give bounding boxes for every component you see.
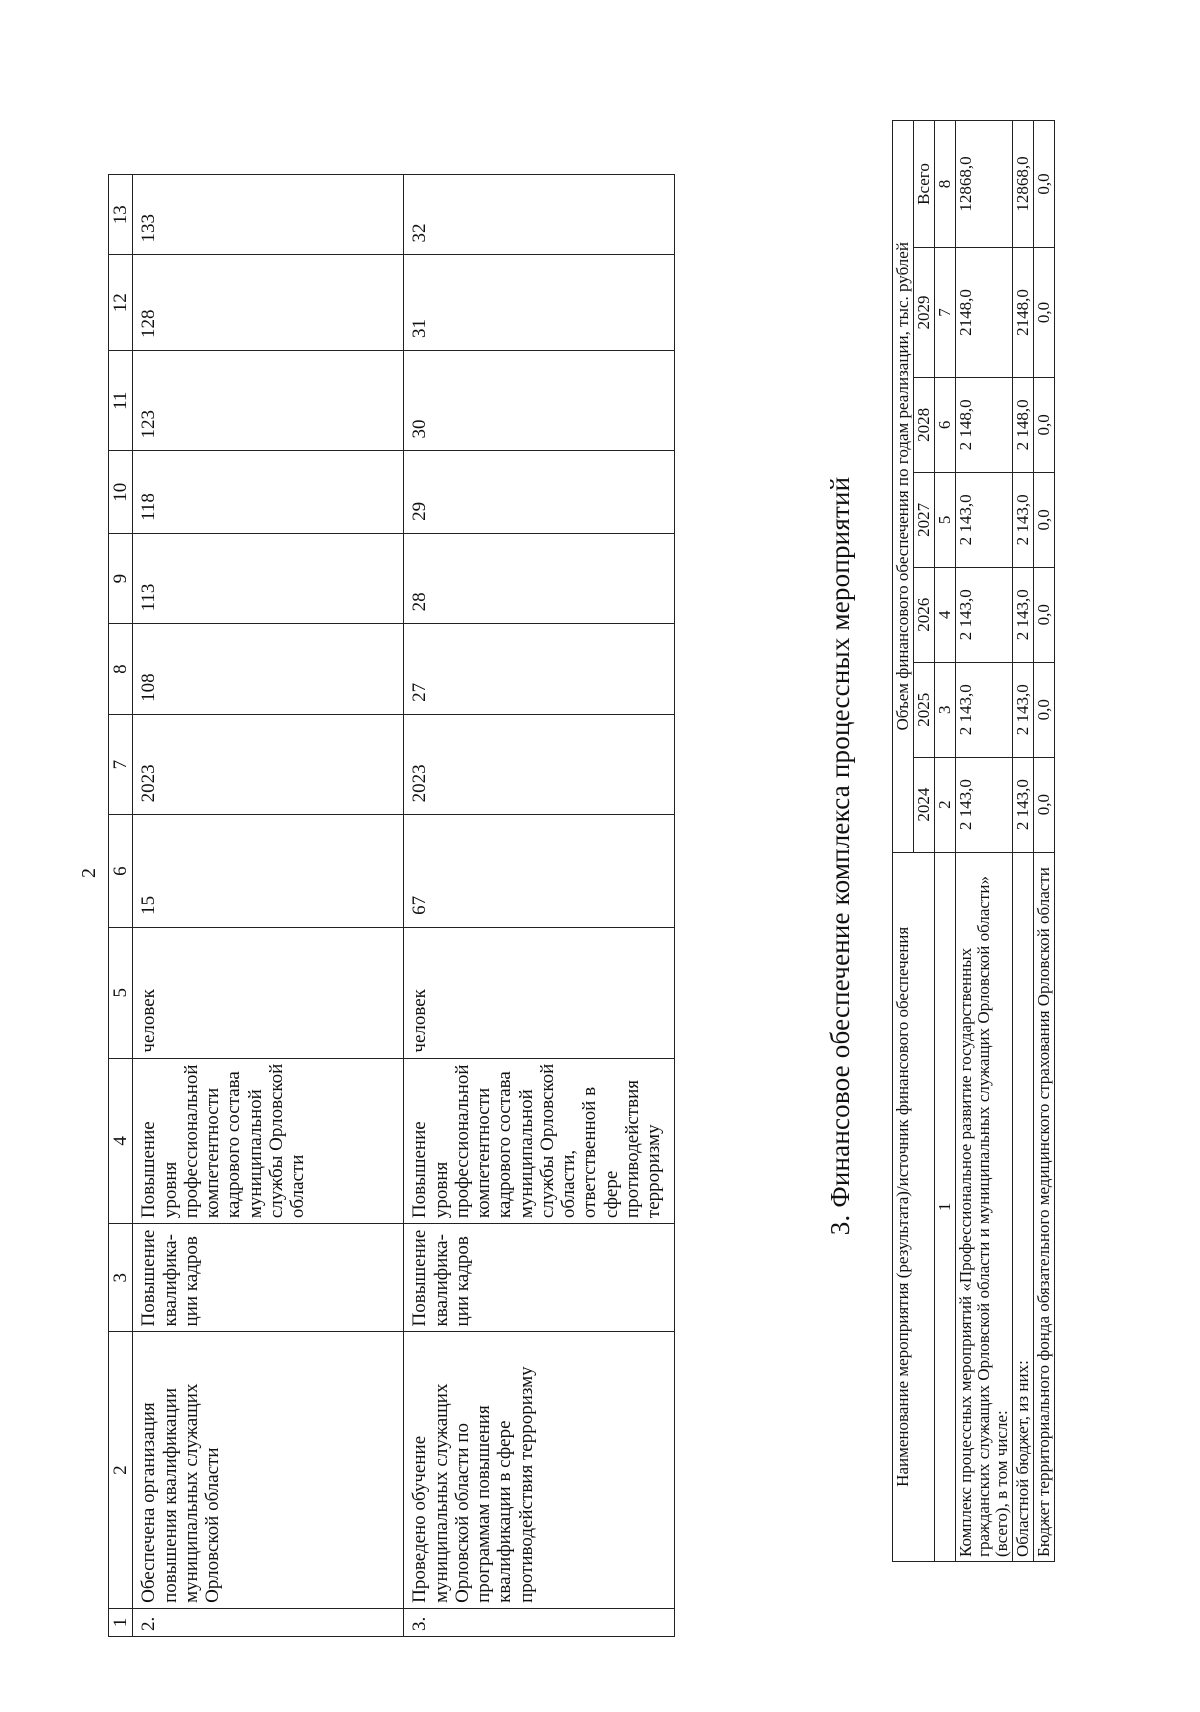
finance-value: 0,0 [1034,472,1055,567]
year-header: 2025 [914,662,935,757]
table-row [1013,121,1034,1562]
finance-total: 12868,0 [956,121,1013,248]
finance-value: 2148,0 [1013,248,1034,378]
name-header: Наименование мероприятия (результата)/источник финансового обеспечения [893,852,935,1561]
column-number: 13 [109,175,133,255]
finance-value: 0,0 [1034,567,1055,662]
type-cell: Повышение квалифика-ции кадров [133,1224,404,1332]
year-header: 2029 [914,248,935,378]
table-row [956,121,1013,1562]
unit-cell: человек [133,927,404,1058]
column-number: 6 [109,815,133,928]
column-number: 4 [935,567,956,662]
finance-header-row [893,121,914,1562]
value-cell: 32 [404,175,675,255]
value-cell: 29 [404,451,675,533]
result-cell: Проведено обучение муниципальных служащих Орловской области по программам повышения квалификации в сфере противодействия терроризму [404,1332,675,1608]
column-number: 9 [109,533,133,623]
value-cell: 133 [133,175,404,255]
value-cell: 113 [133,533,404,623]
column-number: 11 [109,350,133,451]
column-number: 3 [935,662,956,757]
finance-value: 2 143,0 [1013,472,1034,567]
value-cell: 28 [404,533,675,623]
finance-total: 0,0 [1034,121,1055,248]
finance-value: 2148,0 [956,248,1013,378]
finance-value: 2 143,0 [956,567,1013,662]
column-number: 8 [109,624,133,714]
section-title: 3. Финансовое обеспечение комплекса процессных мероприятий [825,476,855,1236]
column-number: 12 [109,255,133,350]
unit-cell: человек [404,927,675,1058]
finance-value: 2 143,0 [956,472,1013,567]
finance-value: 0,0 [1034,377,1055,472]
table-row [1034,121,1055,1562]
table-row [133,175,404,1637]
column-number: 5 [109,927,133,1058]
finance-item-name: Комплекс процессных мероприятий «Профессиональное развитие государственных гражданских служащих Орловской области и муниципальных служащих Орловской области» (всего), в том числе: [956,852,1013,1561]
result-cell: Обеспечена организация повышения квалификации муниципальных служащих Орловской области [133,1332,404,1608]
column-number: 10 [109,451,133,533]
base-year-cell: 2023 [404,714,675,815]
value-cell: 118 [133,451,404,533]
column-number-row [109,175,133,1637]
column-number: 6 [935,377,956,472]
value-cell: 108 [133,624,404,714]
year-header: 2024 [914,757,935,852]
finance-value: 2 143,0 [1013,567,1034,662]
base-value-cell: 15 [133,815,404,928]
base-value-cell: 67 [404,815,675,928]
value-cell: 27 [404,624,675,714]
base-year-cell: 2023 [133,714,404,815]
column-number: 5 [935,472,956,567]
column-number: 7 [109,714,133,815]
value-cell: 31 [404,255,675,350]
total-header: Всего [914,121,935,248]
description-cell: Повышение уровня профессиональной компетентности кадрового состава муниципальной службы Орловской области, ответственной в сфере противодействия терроризму [404,1058,675,1224]
column-number: 8 [935,121,956,248]
column-number: 1 [109,1608,133,1636]
finance-item-name: Областной бюджет, из них: [1013,852,1034,1561]
finance-value: 2 143,0 [1013,757,1034,852]
table-row [404,175,675,1637]
finance-value: 0,0 [1034,248,1055,378]
row-number: 2. [133,1608,404,1636]
column-number-row [935,121,956,1562]
column-number: 3 [109,1224,133,1332]
type-cell: Повышение квалифика-ции кадров [404,1224,675,1332]
finance-value: 2 148,0 [956,377,1013,472]
finance-table [892,120,1055,1562]
value-cell: 123 [133,350,404,451]
finance-value: 2 143,0 [956,662,1013,757]
column-number: 2 [935,757,956,852]
finance-item-name: Бюджет территориального фонда обязательного медицинского страхования Орловской области [1034,852,1055,1561]
year-header: 2027 [914,472,935,567]
finance-value: 2 148,0 [1013,377,1034,472]
page-number: 2 [78,868,100,878]
volume-header: Объем финансового обеспечения по годам реализации, тыс. рублей [893,121,914,853]
finance-value: 0,0 [1034,662,1055,757]
indicators-table [108,174,675,1637]
column-number: 2 [109,1332,133,1608]
description-cell: Повышение уровня профессиональной компетентности кадрового состава муниципальной службы Орловской области [133,1058,404,1224]
finance-value: 0,0 [1034,757,1055,852]
column-number: 7 [935,248,956,378]
row-number: 3. [404,1608,675,1636]
value-cell: 30 [404,350,675,451]
value-cell: 128 [133,255,404,350]
year-header: 2026 [914,567,935,662]
column-number: 1 [935,852,956,1561]
finance-total: 12868,0 [1013,121,1034,248]
finance-value: 2 143,0 [1013,662,1034,757]
column-number: 4 [109,1058,133,1224]
year-header: 2028 [914,377,935,472]
finance-value: 2 143,0 [956,757,1013,852]
